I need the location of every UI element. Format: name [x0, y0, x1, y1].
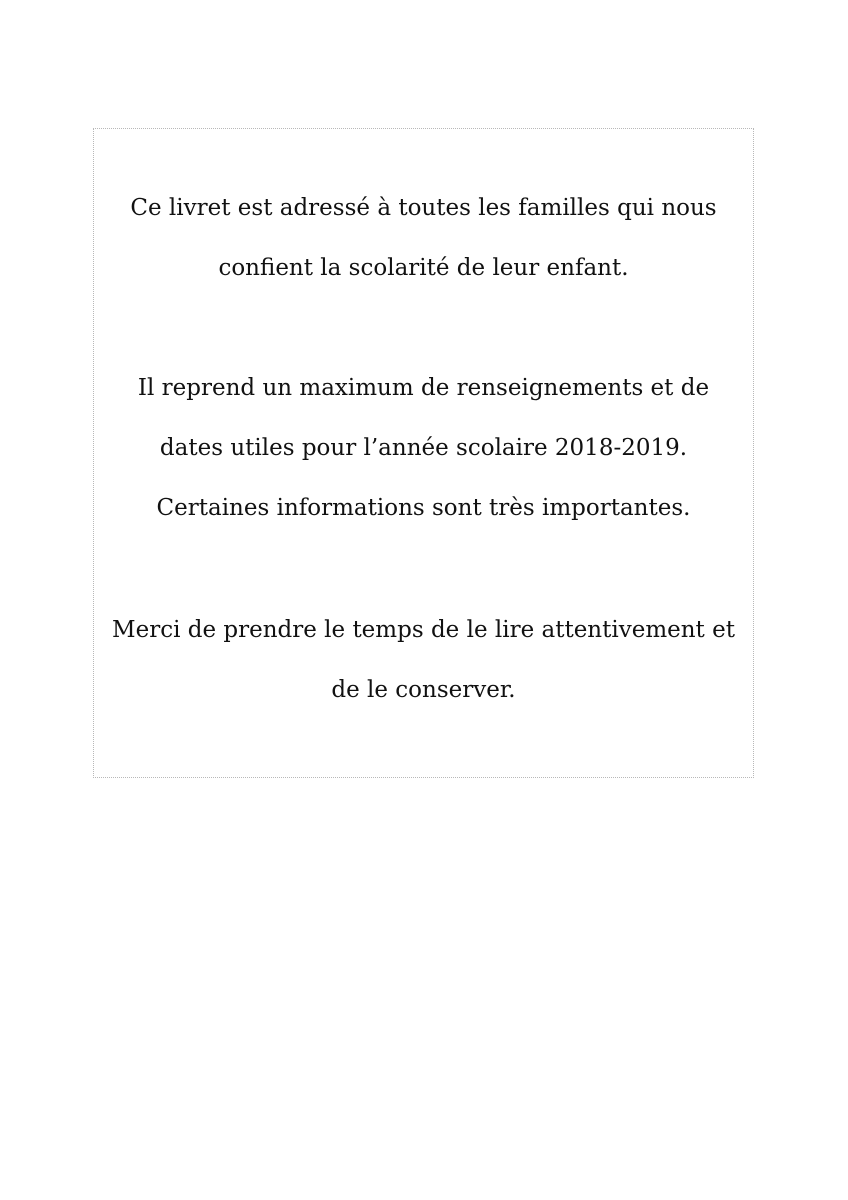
notice-box [93, 128, 754, 778]
notice-line: confient la scolarité de leur enfant. [218, 255, 629, 281]
notice-line: Il reprend un maximum de renseignements et de [137, 375, 710, 401]
notice-line: Certaines informations sont très importantes. [156, 495, 691, 521]
notice-line: de le conserver. [331, 677, 516, 703]
notice-line: Ce livret est adressé à toutes les familles qui nous [130, 195, 717, 221]
notice-line: dates utiles pour l’année scolaire 2018-2019. [159, 435, 688, 461]
notice-line: Merci de prendre le temps de le lire attentivement et [112, 617, 735, 643]
